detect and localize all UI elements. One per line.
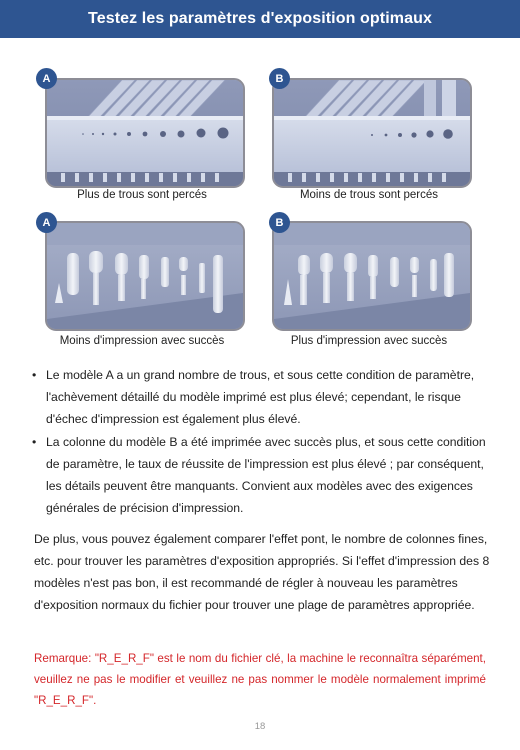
badge-b: B (269, 212, 290, 233)
page-header (0, 0, 520, 38)
photo-holes-model-b (272, 78, 472, 188)
bullet-list (30, 364, 500, 520)
page-title: Testez les paramètres d'exposition optimaux (88, 10, 432, 27)
caption-figure-1: Plus de trous sont percés (77, 189, 207, 201)
photo-holes-model-a (45, 78, 245, 188)
photo-pillars-model-a (45, 221, 245, 331)
remark-note: Remarque: "R_E_R_F" est le nom du fichier clé, la machine le reconnaîtra séparément, veuillez ne pas le modifier et veuillez ne pas nommer le modèle normalement imprimé "R_E_R_F". (34, 652, 486, 707)
badge-b: B (269, 68, 290, 89)
caption-figure-3: Moins d'impression avec succès (59, 335, 225, 347)
bullet-item: • La colonne du modèle B a été imprimée avec succès plus, et sous cette condition de paramètre, le taux de réussite de l'impression est plus élevé ; par conséquent, les détails peuvent être manquants. Convient aux modèles avec des exigences générales de précision d'impression. (30, 431, 500, 519)
badge-a: A (36, 68, 57, 89)
body-paragraph: De plus, vous pouvez également comparer l'effet pont, le nombre de colonnes fines, etc. pour trouver les paramètres d'exposition appropriés. Si l'effet d'impression des 8 modèles n'est pas bon, il est recommandé de régler à nouveau les paramètres d'exposition normaux du fichier pour trouver une plage de paramètres appropriée. (34, 532, 490, 612)
page-number: 18 (254, 721, 266, 732)
bullet-item: • Le modèle A a un grand nombre de trous, et sous cette condition de paramètre, l'achèvement détaillé du modèle imprimé est plus élevé; cependant, le risque d'échec d'impression est également plus élevé. (30, 364, 500, 430)
caption-figure-2: Moins de trous sont percés (299, 189, 439, 201)
caption-figure-4: Plus d'impression avec succès (290, 335, 448, 347)
photo-pillars-model-b (272, 221, 472, 331)
badge-a: A (36, 212, 57, 233)
